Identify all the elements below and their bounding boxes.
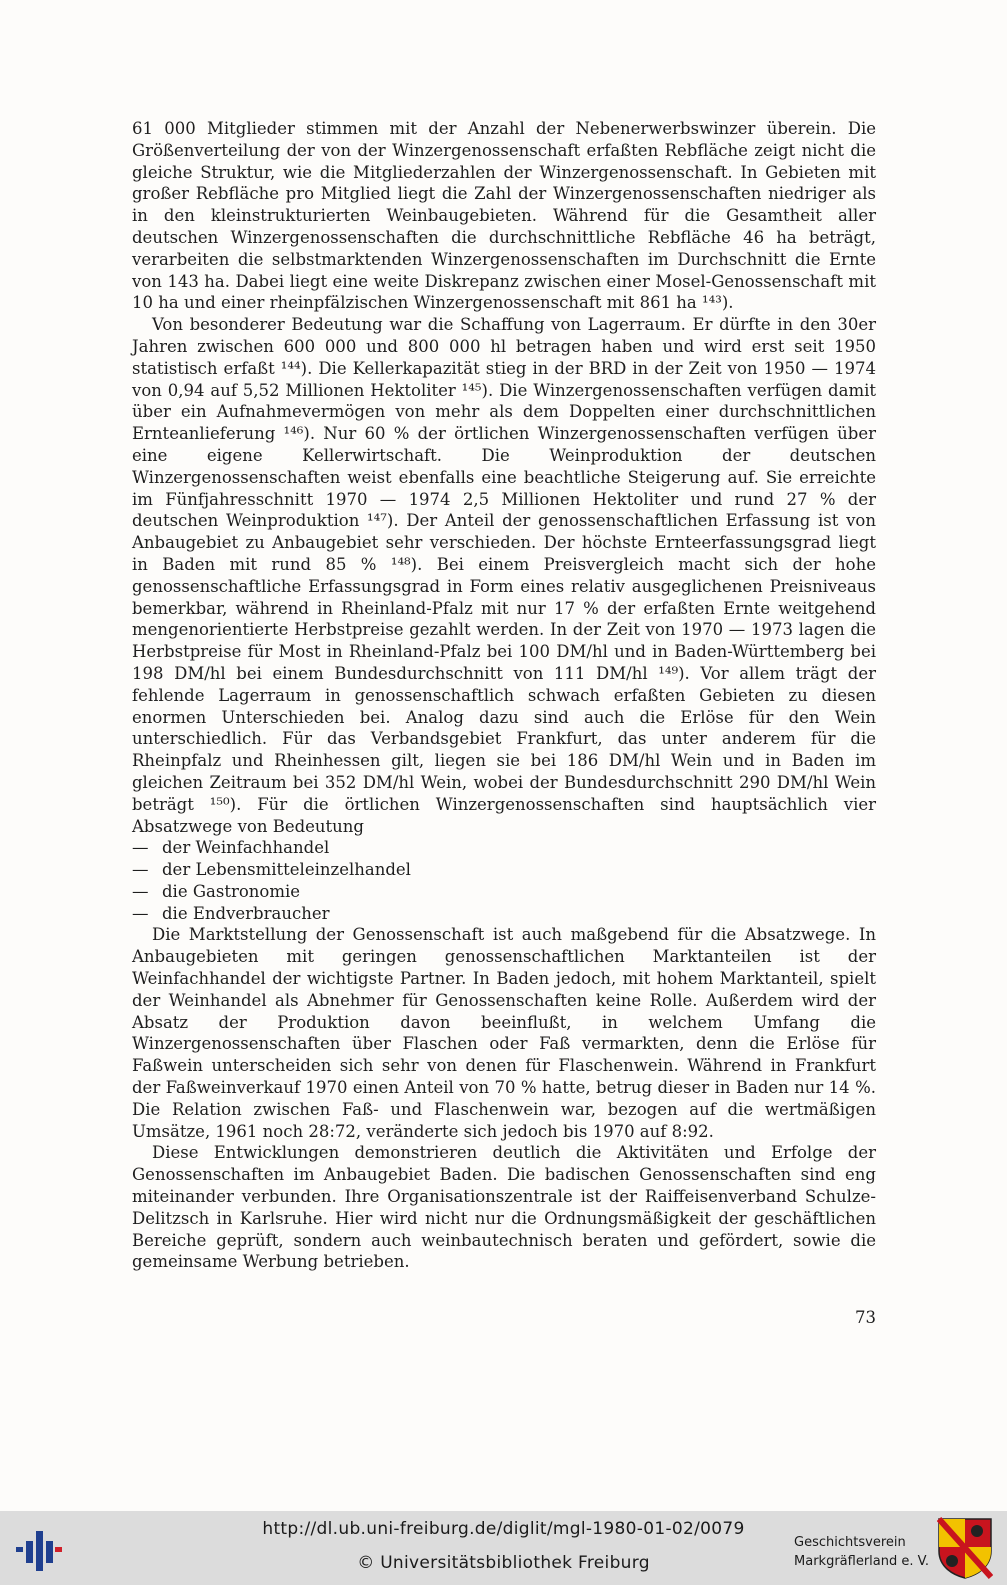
- paragraph-1: 61 000 Mitglieder stimmen mit der Anzahl der Nebenerwerbswinzer überein. Die Größenverteilung der von der Winzergenossenschaft erfaßten Rebfläche zeigt nicht die gleiche Struktur, wie die Mitgliederzahlen der Winzergenossenschaft. In Gebieten mit großer Rebfläche pro Mitglied liegt die Zahl der Winzergenossenschaften niedriger als in den kleinstrukturierten Weinbaugebieten. Während für die Gesamtheit aller deutschen Winzergenossenschaften die durchschnittliche Rebfläche 46 ha beträgt, verarbeiten die selbstmarktenden Winzergenossenschaften im Durchschnitt die Ernte von 143 ha. Dabei liegt eine weite Diskrepanz zwischen einer Mosel-Genossenschaft mit 10 ha und einer rheinpfälzischen Winzergenossenschaft mit 861 ha ¹⁴³).: [132, 119, 876, 313]
- paragraph-2: Von besonderer Bedeutung war die Schaffung von Lagerraum. Er dürfte in den 30er Jahren zwischen 600 000 und 800 000 hl betragen haben und wird erst seit 1950 statistisch erfaßt ¹⁴⁴). Die Kellerkapazität stieg in der BRD in der Zeit von 1950 — 1974 von 0,94 auf 5,52 Millionen Hektoliter ¹⁴⁵). Die Winzergenossenschaften verfügen damit über ein Aufnahmevermögen von mehr als dem Doppelten einer durchschnittlichen Ernteanlieferung ¹⁴⁶). Nur 60 % der örtlichen Winzergenossenschaften verfügen über eine eigene Kellerwirtschaft. Die Weinproduktion der deutschen Winzergenossenschaften weist ebenfalls eine beachtliche Steigerung auf. Sie erreichte im Fünfjahresschnitt 1970 — 1974 2,5 Millionen Hektoliter und rund 27 % der deutschen Weinproduktion ¹⁴⁷). Der Anteil der genossenschaftlichen Erfassung ist von Anbaugebiet zu Anbaugebiet sehr verschieden. Der höchste Ernteerfassungsgrad liegt in Baden mit rund 85 % ¹⁴⁸). Bei einem Preisvergleich macht sich der hohe genossenschaftliche Erfassungsgrad in Form eines relativ ausgeglichenen Preisniveaus bemerkbar, während in Rheinland-Pfalz mit nur 17 % der erfaßten Ernte weitgehend mengenorientierte Herbstpreise gezahlt werden. In der Zeit von 1970 — 1973 lagen die Herbstpreise für Most in Rheinland-Pfalz bei 100 DM/hl und in Baden-Württemberg bei 198 DM/hl bei einem Bundesdurchschnitt von 111 DM/hl ¹⁴⁹). Vor allem trägt der fehlende Lagerraum in genossenschaftlich schwach erfaßten Gebieten zu diesen enormen Unterschieden bei. Analog dazu sind auch die Erlöse für den Wein unterschiedlich. Für das Verbandsgebiet Frankfurt, das unter anderem für die Rheinpfalz und Rheinhessen gilt, liegen sie bei 186 DM/hl Wein und in Baden im gleichen Zeitraum bei 352 DM/hl Wein, wobei der Bundesdurchschnitt 290 DM/hl Wein beträgt ¹⁵⁰). Für die örtlichen Winzergenossenschaften sind hauptsächlich vier Absatzwege von Bedeutung: [132, 315, 876, 836]
- footer-bar: [0, 1511, 1007, 1585]
- list-item-text: der Lebensmitteleinzelhandel: [162, 860, 411, 880]
- society-line-2: Markgräflerland e. V.: [794, 1554, 929, 1569]
- society-name: [794, 1533, 929, 1571]
- footer-url-link[interactable]: http://dl.ub.uni-freiburg.de/diglit/mgl-1980-01-02/0079: [262, 1519, 745, 1539]
- paragraph-4: Diese Entwicklungen demonstrieren deutlich die Aktivitäten und Erfolge der Genossenschaften im Anbaugebiet Baden. Die badischen Genossenschaften sind eng miteinander verbunden. Ihre Organisationszentrale ist der Raiffeisenverband Schulze-Delitzsch in Karlsruhe. Hier wird nicht nur die Ordnungsmäßigkeit der geschäftlichen Bereiche geprüft, sondern auch weinbautechnisch beraten und gefördert, sowie die gemeinsame Werbung betrieben.: [132, 1143, 876, 1272]
- page-number: 73: [855, 1308, 876, 1327]
- list-item-text: die Gastronomie: [162, 881, 301, 901]
- list-item: [132, 903, 876, 925]
- footer-copyright: © Universitätsbibliothek Freiburg: [357, 1553, 650, 1573]
- list-item: [132, 837, 876, 859]
- list-item-text: die Endverbraucher: [162, 903, 330, 923]
- markgraeflerland-crest-icon: [937, 1517, 993, 1579]
- page-body: [132, 118, 876, 1273]
- list-dash: —: [132, 903, 149, 923]
- list-dash: —: [132, 881, 149, 901]
- society-line-1: Geschichtsverein: [794, 1535, 906, 1550]
- paragraph-3: Die Marktstellung der Genossenschaft ist auch maßgebend für die Absatzwege. In Anbaugebieten mit geringen genossenschaftlichen Marktanteilen ist der Weinfachhandel der wichtigste Partner. In Baden jedoch, mit hohem Marktanteil, spielt der Weinhandel als Abnehmer für Genossenschaften keine Rolle. Außerdem wird der Absatz der Produktion davon beeinflußt, in welchem Umfang die Winzergenossenschaften über Flaschen oder Faß vermarkten, denn die Erlöse für Faßwein unterscheiden sich sehr von denen für Flaschenwein. Während in Frankfurt der Faßweinverkauf 1970 einen Anteil von 70 % hatte, betrug dieser in Baden nur 14 %. Die Relation zwischen Faß- und Flaschenwein war, bezogen auf die wertmäßigen Umsätze, 1961 noch 28:72, veränderte sich jedoch bis 1970 auf 8:92.: [132, 925, 876, 1141]
- sales-channels-list: [132, 837, 876, 924]
- list-item: [132, 859, 876, 881]
- list-dash: —: [132, 838, 149, 858]
- list-dash: —: [132, 860, 149, 880]
- list-item-text: der Weinfachhandel: [162, 838, 330, 858]
- list-item: [132, 881, 876, 903]
